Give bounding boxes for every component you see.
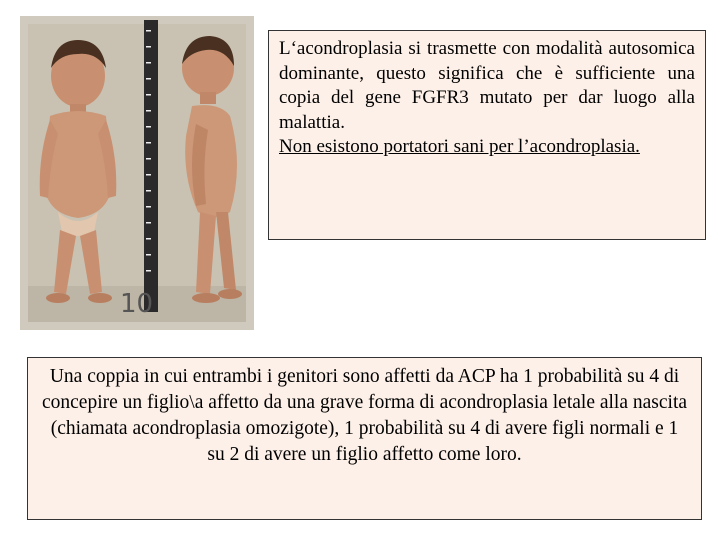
child-photo-icon	[20, 16, 254, 330]
probability-text-box	[27, 357, 702, 520]
inheritance-paragraph: L‘acondroplasia si trasmette con modalità autosomica dominante, questo significa che è sufficiente una copia del gene FGFR3 mutato per dar luogo alla malattia.	[279, 38, 695, 133]
child-photo	[20, 16, 254, 330]
probability-paragraph: Una coppia in cui entrambi i genitori sono affetti da ACP ha 1 probabilità su 4 di concepire un figlio\a affetto da una grave forma di acondroplasia letale alla nascita (chiamata acondroplasia omozigote), 1 probabilità su 4 di avere figli normali e 1 su 2 di avere un figlio affetto come loro.	[42, 366, 688, 465]
ruler-label: 10	[120, 289, 154, 319]
inheritance-text-box	[268, 30, 706, 240]
no-carriers-statement: Non esistono portatori sani per l’acondroplasia.	[279, 136, 640, 157]
